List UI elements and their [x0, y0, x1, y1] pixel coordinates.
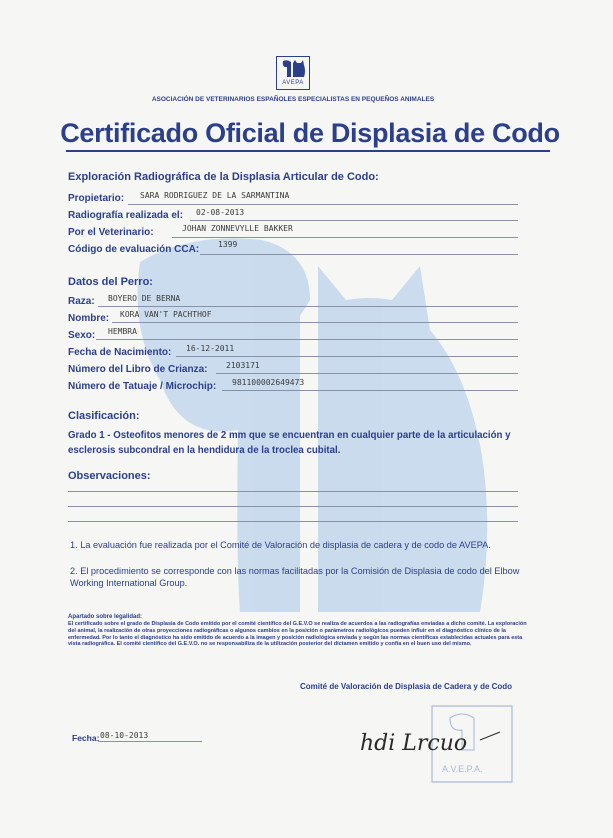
libro-value: 2103171	[226, 361, 260, 370]
observaciones-line-3	[68, 521, 518, 522]
clasificacion-heading: Clasificación:	[68, 410, 140, 422]
raza-value: BOYERO DE BERNA	[108, 294, 181, 303]
codigo-label: Código de evaluación CCA:	[68, 244, 200, 255]
veterinario-label: Por el Veterinario:	[68, 227, 154, 238]
legal-text: El certificado sobre el grado de Displasia de Codo emitido por el comité científico del G.E.V.O se realiza de acuerdos a las radiografías enviadas a dicho comité. La exploración del animal, la realización de otras proyecciones radiográficas o algunos cambios en la posición o parámetros radiológicos pueden influir en el diagnóstico clínico de la enfermedad. Por lo tanto el diagnóstico ha sido emitido de acuerdo a la imagen y posición radiológica enviada y según las normas científicas establecidas actuales para esta vista radiográfica. El comité científico del G.E.V.O. no se responsabiliza de la utilización posterior del dictamen emitido y confía en el buen uso del mismo.	[68, 621, 527, 648]
microchip-line	[222, 390, 518, 391]
propietario-line	[128, 204, 518, 205]
avepa-logo-text: AVEPA	[282, 80, 304, 86]
fecha-line	[98, 741, 202, 742]
propietario-label: Propietario:	[68, 193, 125, 204]
radiografia-label: Radiografía realizada el:	[68, 210, 184, 221]
microchip-value: 981100002649473	[232, 378, 305, 387]
microchip-label: Número de Tatuaje / Microchip:	[68, 381, 217, 392]
nacimiento-line	[176, 356, 518, 357]
sexo-line	[96, 339, 518, 340]
clasificacion-text: Grado 1 - Osteofitos menores de 2 mm que se encuentran en cualquier parte de la articulación y esclerosis subcondral en la hendidura de la troclea cubital.	[68, 430, 511, 456]
nombre-label: Nombre:	[68, 313, 110, 324]
stamp-text: A.V.E.P.A.	[442, 764, 483, 774]
libro-label: Número del Libro de Crianza:	[68, 364, 208, 375]
sexo-value: HEMBRA	[108, 327, 137, 336]
fecha-label: Fecha:	[72, 733, 100, 743]
raza-label: Raza:	[68, 296, 95, 307]
exploracion-heading: Exploración Radiográfica de la Displasia Articular de Codo:	[68, 171, 379, 183]
observaciones-line-2	[68, 506, 518, 507]
note-1: 1. La evaluación fue realizada por el Comité de Valoración de displasia de cadera y de codo de AVEPA.	[70, 540, 491, 550]
fecha-value: 08-10-2013	[100, 731, 149, 740]
veterinario-line	[172, 237, 518, 238]
propietario-value: SARA RODRIGUEZ DE LA SARMANTINA	[140, 191, 290, 200]
nacimiento-label: Fecha de Nacimiento:	[68, 347, 172, 358]
radiografia-line	[190, 220, 518, 221]
radiografia-value: 02-08-2013	[196, 208, 245, 217]
sexo-label: Sexo:	[68, 330, 96, 341]
perro-heading: Datos del Perro:	[68, 276, 153, 288]
nacimiento-value: 16-12-2011	[186, 344, 235, 353]
dog-cat-logo-icon	[277, 57, 308, 79]
nombre-line	[112, 322, 518, 323]
nombre-value: KORA VAN'T PACHTHOF	[120, 310, 212, 319]
signature-stamp	[350, 700, 530, 790]
note-2: 2. El procedimiento se corresponde con las normas facilitadas por la Comisión de Displasia de codo del Elbow Working International Group.	[70, 566, 520, 588]
observaciones-heading: Observaciones:	[68, 470, 151, 482]
veterinario-value: JOHAN ZONNEVYLLE BAKKER	[182, 224, 293, 233]
association-name: ASOCIACIÓN DE VETERINARIOS ESPAÑOLES ESPECIALISTAS EN PEQUEÑOS ANIMALES	[151, 96, 435, 103]
codigo-value: 1399	[218, 240, 238, 249]
raza-line	[98, 306, 518, 307]
page-title: Certificado Oficial de Displasia de Codo	[60, 118, 560, 148]
signature-flourish	[480, 732, 500, 740]
observaciones-line-1	[68, 491, 518, 492]
legal-heading: Apartado sobre legalidad:	[68, 614, 143, 620]
committee-name: Comité de Valoración de Displasia de Cadera y de Codo	[300, 682, 513, 691]
libro-line	[216, 373, 518, 374]
codigo-line	[200, 254, 518, 255]
title-divider	[66, 150, 550, 152]
signature: hdi Lrcuo	[360, 731, 468, 756]
